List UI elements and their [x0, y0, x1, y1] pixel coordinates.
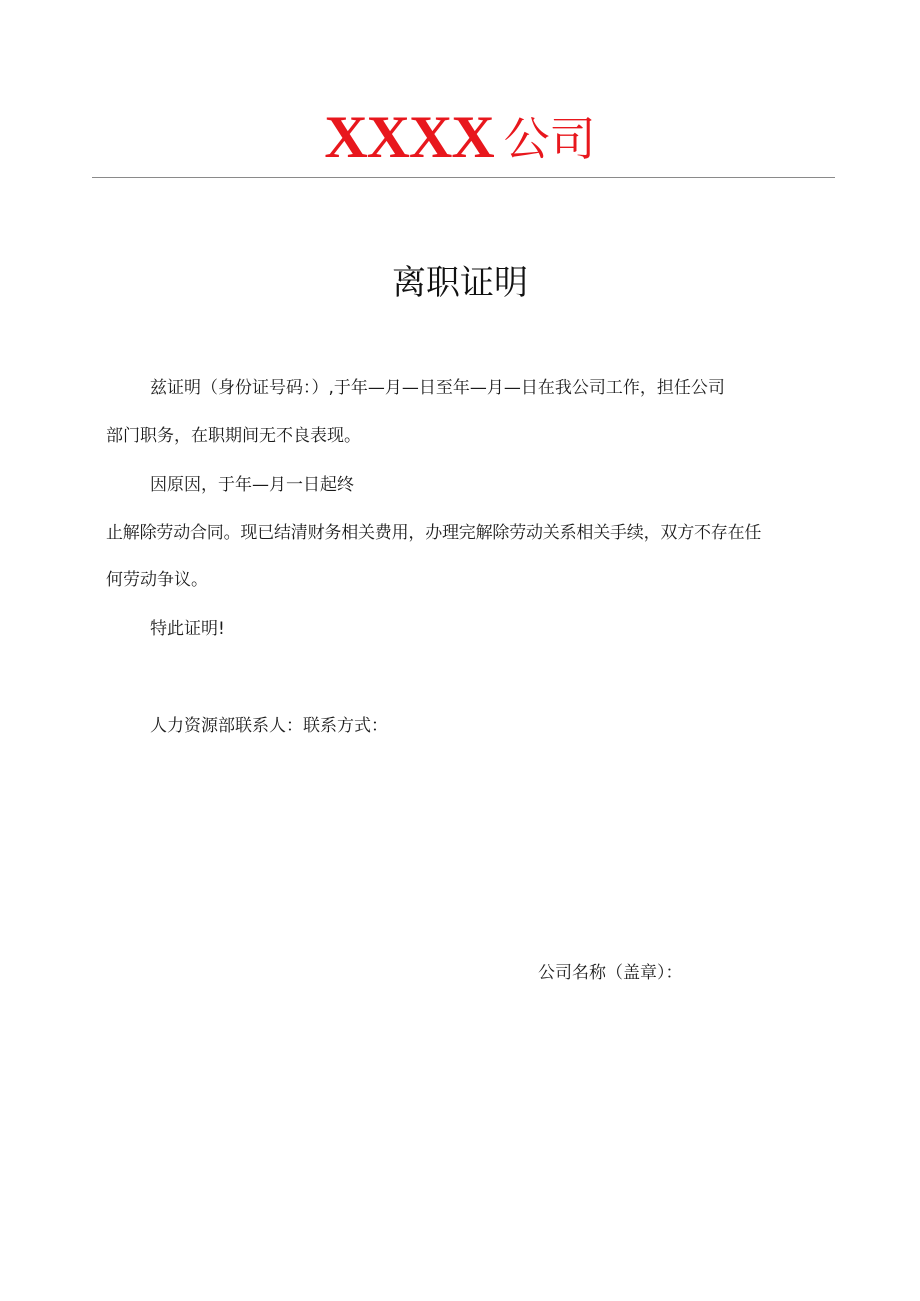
company-seal-line: 公司名称（盖章）：: [538, 963, 683, 983]
body-paragraph-2-line-2: 止解除劳动合同。现已结清财务相关费用，办理完解除劳动关系相关手续，双方不存在任: [106, 523, 762, 543]
closing-statement: 特此证明!: [150, 619, 225, 639]
document-title: 离职证明: [392, 263, 528, 303]
body-paragraph-1-line-2: 部门职务，在职期间无不良表现。: [106, 426, 361, 446]
hr-contact-line: 人力资源部联系人：联系方式：: [150, 716, 388, 736]
body-paragraph-1-line-1: 兹证明（身份证号码：）,于年—月—日至年—月—日在我公司工作，担任公司: [150, 378, 725, 398]
header-divider: [92, 177, 835, 178]
company-name-suffix: 公司: [503, 112, 596, 166]
company-header: [0, 104, 920, 170]
body-paragraph-2-line-1: 因原因，于年—月一日起终: [150, 475, 354, 495]
body-paragraph-2-line-3: 何劳动争议。: [106, 570, 208, 590]
company-name-placeholder: XXXX: [324, 104, 494, 170]
